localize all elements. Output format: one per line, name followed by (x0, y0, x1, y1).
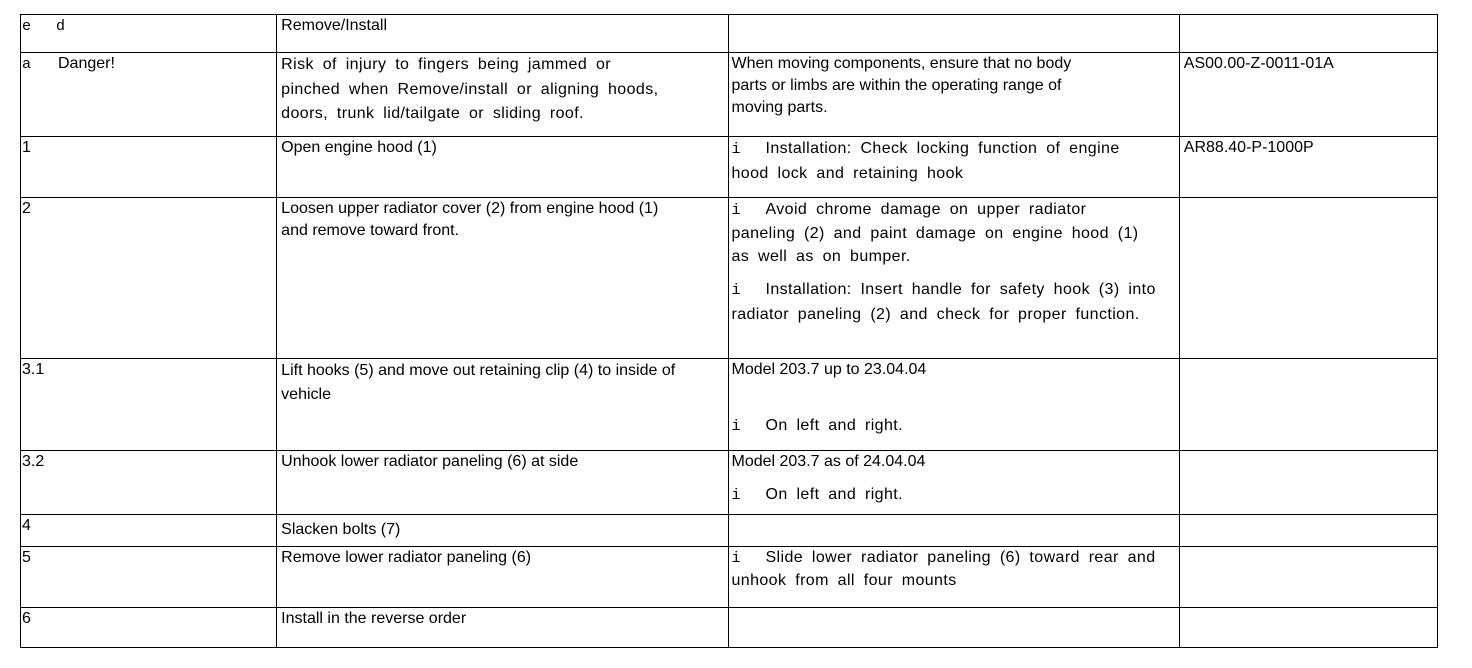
danger-ref: AS00.00-Z-0011-01A (1179, 53, 1437, 137)
step-action: Loosen upper radiator cover (2) from engine hood (1) and remove toward front. (281, 200, 659, 239)
header-title: Remove/Install (277, 15, 729, 53)
step-ref: AR88.40-P-1000P (1179, 137, 1437, 198)
info-icon: i (731, 282, 741, 299)
step-note: i Avoid chrome damage on upper radiator paneling (2) and paint damage on engine hood (1) as well as on bumper. (731, 201, 1139, 265)
step-row (21, 608, 1438, 648)
danger-risk-text: Risk of injury to fingers being jammed or pinched when Remove/install or aligning hoods, doors, trunk lid/tailgate or sliding roof. (281, 56, 659, 122)
step-action: Install in the reverse order (277, 608, 729, 648)
step-row (21, 451, 1438, 515)
info-icon: i (731, 202, 741, 219)
danger-row (21, 53, 1438, 137)
step-action: Remove lower radiator paneling (6) (277, 547, 729, 608)
header-code-cell (21, 15, 277, 53)
info-icon: i (731, 418, 741, 435)
step-note: i On left and right. (731, 484, 1178, 507)
header-row (21, 15, 1438, 53)
step-note: i Slide lower radiator paneling (6) toward rear and unhook from all four mounts (731, 549, 1156, 589)
danger-label-cell (21, 53, 277, 137)
header-code-d: d (56, 18, 66, 35)
step-number: 3.2 (21, 451, 277, 515)
step-action: Open engine hood (1) (277, 137, 729, 198)
step-number: 4 (21, 515, 277, 547)
step-action: Slacken bolts (7) (277, 515, 729, 547)
danger-measure-text: When moving components, ensure that no body parts or limbs are within the operating range of moving parts. (731, 55, 1072, 116)
step-number: 3.1 (21, 359, 277, 451)
step-note: i Installation: Insert handle for safety hook (3) into radiator paneling (2) and check for proper function. (731, 281, 1156, 323)
info-icon: i (731, 550, 741, 567)
danger-symbol: a (22, 56, 32, 73)
step-model: Model 203.7 as of 24.04.04 (731, 453, 926, 470)
step-number: 2 (21, 198, 277, 359)
header-code-e: e (22, 18, 32, 35)
step-row (21, 137, 1438, 198)
step-number: 1 (21, 137, 277, 198)
step-action: Unhook lower radiator paneling (6) at side (277, 451, 729, 515)
procedure-table (20, 14, 1438, 648)
info-icon: i (731, 141, 741, 158)
step-note: i On left and right. (731, 415, 1178, 438)
danger-label: Danger! (58, 55, 115, 72)
info-icon: i (731, 487, 741, 504)
step-model: Model 203.7 up to 23.04.04 (731, 361, 927, 378)
step-action: Lift hooks (5) and move out retaining clip (4) to inside of vehicle (281, 362, 676, 403)
step-note: i Installation: Check locking function of engine hood lock and retaining hook (731, 140, 1120, 182)
step-number: 5 (21, 547, 277, 608)
step-row (21, 359, 1438, 451)
step-row (21, 515, 1438, 547)
step-number: 6 (21, 608, 277, 648)
step-row (21, 198, 1438, 359)
step-row (21, 547, 1438, 608)
